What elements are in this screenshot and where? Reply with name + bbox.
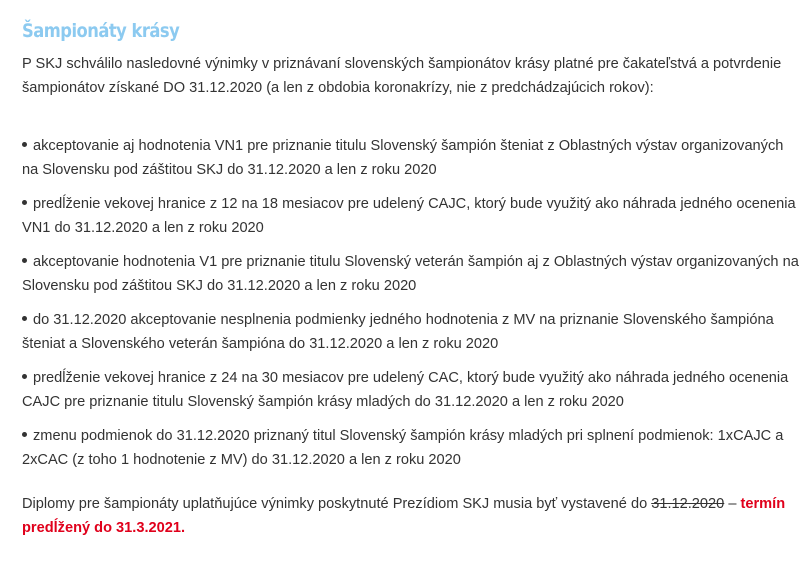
list-item-text: do 31.12.2020 akceptovanie nesplnenia podmienky jedného hodnotenia z MV na priznanie Slovenského šampióna šteniat a Slovenského veterán šampióna do 31.12.2020 a len z roku 2020 [22,312,774,352]
list-item-text: zmenu podmienok do 31.12.2020 priznaný titul Slovenský šampión krásy mladých pri splnení podmienok: 1xCAJC a 2xCAC (z toho 1 hodnotenie z MV) do 31.12.2020 a len z roku 2020 [22,428,784,468]
list-item [22,250,802,298]
bullet-icon [22,432,27,437]
bullet-icon [22,374,27,379]
list-item-text: akceptovanie hodnotenia V1 pre priznanie titulu Slovenský veterán šampión aj z Oblastných výstav organizovaných na Slovensku pod záštitou SKJ do 31.12.2020 a len z roku 2020 [22,254,799,294]
list-item [22,308,802,356]
list-item [22,192,802,240]
article [22,16,802,540]
bullet-icon [22,258,27,263]
bullet-icon [22,142,27,147]
bullet-icon [22,316,27,321]
list-item-text: predĺženie vekovej hranice z 12 na 18 mesiacov pre udelený CAJC, ktorý bude využitý ako náhrada jedného ocenenia VN1 do 31.12.2020 a len z roku 2020 [22,196,796,236]
page-title: Šampionáty krásy [22,20,180,42]
exceptions-list [22,134,802,472]
list-item [22,366,802,414]
list-item [22,134,802,182]
deadline-note [22,492,802,540]
list-item-text: akceptovanie aj hodnotenia VN1 pre priznanie titulu Slovenský šampión šteniat z Oblastných výstav organizovaných na Slovensku pod záštitou SKJ do 31.12.2020 a len z roku 2020 [22,138,784,178]
deadline-note-text: Diplomy pre šampionáty uplatňujúce výnimky poskytnuté Prezídiom SKJ musia byť vystavené do [22,496,652,512]
dash-separator: – [724,496,741,512]
list-item-text: predĺženie vekovej hranice z 24 na 30 mesiacov pre udelený CAC, ktorý bude využitý ako náhrada jedného ocenenia CAJC pre priznanie titulu Slovenský šampión krásy mladých do 31.12.2020 a len z roku 2020 [22,370,789,410]
bullet-icon [22,200,27,205]
extended-deadline-highlight: termín predĺžený do 31.3.2021. [22,496,786,536]
struck-original-date: 31.12.2020 [651,496,725,512]
list-item [22,424,802,472]
intro-paragraph: P SKJ schválilo nasledovné výnimky v priznávaní slovenských šampionátov krásy platné pre čakateľstvá a potvrdenie šampionátov získané DO 31.12.2020 (a len z obdobia koronakrízy, nie z predchádzajúcich rokov): [22,56,782,96]
